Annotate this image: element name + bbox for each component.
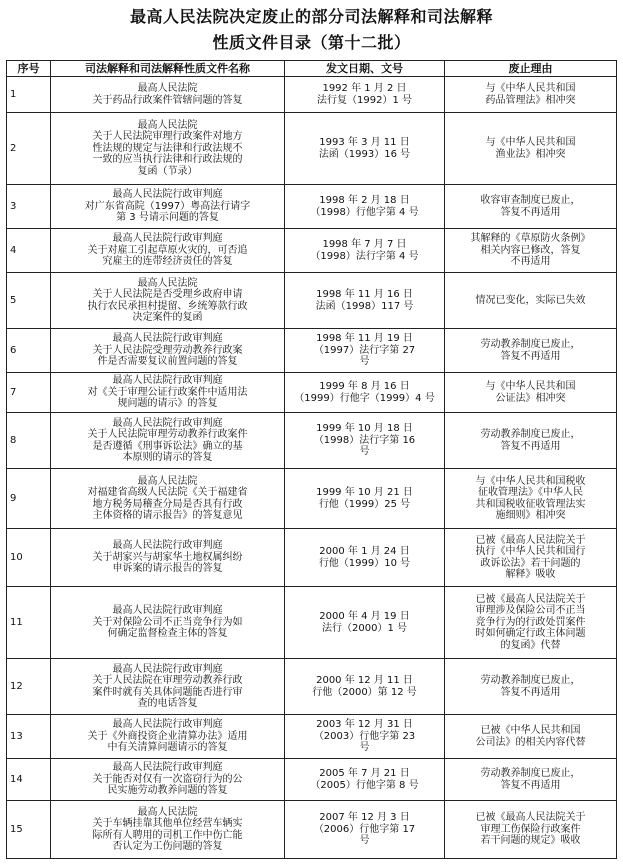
- row-repeal-reason-line: 不再适用: [510, 256, 551, 268]
- row-issue-date: [285, 759, 445, 801]
- row-repeal-reason-line: 药品管理法》相冲突: [485, 94, 576, 106]
- row-document-name-line: 第 3 号请示问题的答复: [116, 212, 219, 224]
- row-document-name-line: 最高人民法院行政审判庭: [112, 663, 223, 675]
- row-document-name-line: 最高人民法院行政审判庭: [112, 333, 223, 345]
- row-index: 2: [7, 113, 51, 185]
- row-document-name: [51, 77, 285, 113]
- row-issue-date: [285, 229, 445, 273]
- row-document-name-line: 关于人民法院在审理劳动教养行政: [92, 675, 243, 686]
- row-document-name-line: 主体资格的请示报告》的答复意见: [92, 510, 243, 521]
- row-index: 4: [7, 229, 51, 273]
- row-repeal-reason-line: 的复函》代替: [500, 639, 561, 651]
- row-document-name-line: 复函（节录）: [137, 165, 198, 177]
- row-repeal-reason-line: 答复不再适用: [500, 779, 561, 791]
- row-document-name-line: 关于人民法院是否受理乡政府申请: [92, 289, 243, 300]
- row-document-name-line: 最高人民法院行政审判庭: [112, 417, 223, 429]
- row-issue-date-line: （2005）行他字第 8 号: [310, 779, 419, 791]
- row-repeal-reason: [445, 373, 617, 413]
- row-index: 7: [7, 373, 51, 413]
- row-repeal-reason-line: 答复不再适用: [500, 686, 561, 698]
- table-row: [7, 373, 617, 413]
- row-issue-date: [285, 273, 445, 329]
- row-document-name: [51, 329, 285, 373]
- row-repeal-reason-line: 解释》吸收: [505, 569, 556, 580]
- row-document-name-line: 申诉案的请示报告的答复: [112, 563, 223, 575]
- row-issue-date-line: 1998 年 11 月 19 日: [316, 333, 413, 345]
- row-repeal-reason: [445, 113, 617, 185]
- row-repeal-reason-line: 与《中华人民共和国税收: [475, 475, 586, 487]
- row-issue-date: [285, 329, 445, 373]
- row-index: 11: [7, 587, 51, 659]
- row-issue-date: [285, 715, 445, 759]
- row-document-name-line: 规问题的请示》的答复: [117, 398, 218, 410]
- row-document-name: [51, 529, 285, 587]
- row-document-name: [51, 469, 285, 529]
- row-repeal-reason-line: 公证法》相冲突: [495, 392, 566, 404]
- row-index: 13: [7, 715, 51, 759]
- row-document-name-line: 关于人民法院受理劳动教养行政案: [92, 344, 243, 356]
- row-document-name-line: 民实施劳动教养问题的答复: [107, 785, 228, 797]
- row-issue-date: [285, 113, 445, 185]
- row-repeal-reason-line: 审理涉及保险公司不正当: [475, 605, 586, 617]
- row-repeal-reason-line: 与《中华人民共和国: [485, 381, 576, 392]
- row-issue-date-line: 行他（1999）25 号: [318, 498, 411, 510]
- row-index: 3: [7, 185, 51, 229]
- row-document-name: [51, 587, 285, 659]
- row-repeal-reason: [445, 529, 617, 587]
- row-document-name: [51, 715, 285, 759]
- row-repeal-reason: [445, 185, 617, 229]
- row-issue-date-line: 1998 年 11 月 16 日: [316, 289, 413, 300]
- table-row: [7, 329, 617, 373]
- row-issue-date: [285, 413, 445, 469]
- row-repeal-reason-line: 渔业法》相冲突: [495, 148, 566, 160]
- table-row: [7, 715, 617, 759]
- row-issue-date-line: 2005 年 7 月 21 日: [319, 768, 410, 779]
- table-row: [7, 587, 617, 659]
- row-issue-date-line: 法函（1998）117 号: [315, 300, 414, 312]
- row-document-name-line: 关于《外商投资企业清算办法》适用: [87, 730, 248, 742]
- row-repeal-reason: [445, 77, 617, 113]
- row-document-name: [51, 185, 285, 229]
- row-repeal-reason-line: 竞争行为的行政处罚案件: [475, 616, 586, 628]
- row-issue-date-line: 2000 年 12 月 11 日: [316, 675, 413, 686]
- row-issue-date-line: 号: [359, 356, 370, 368]
- row-issue-date-line: 1993 年 3 月 11 日: [319, 137, 410, 148]
- row-document-name-line: 最高人民法院: [137, 475, 198, 487]
- row-repeal-reason-line: 审理工伤保险行政案件: [480, 823, 581, 835]
- row-document-name-line: 最高人民法院行政审判庭: [112, 375, 223, 387]
- row-issue-date: [285, 185, 445, 229]
- row-repeal-reason-line: 政诉讼法》若干问题的: [480, 557, 581, 569]
- row-repeal-reason-line: 答复不再适用: [500, 206, 561, 218]
- table-row: [7, 229, 617, 273]
- row-index: 15: [7, 801, 51, 859]
- row-repeal-reason-line: 劳动教养制度已废止，: [480, 339, 581, 350]
- row-repeal-reason-line: 答复不再适用: [500, 440, 561, 452]
- table-row: [7, 113, 617, 185]
- row-repeal-reason: [445, 801, 617, 859]
- table-row: [7, 759, 617, 801]
- row-issue-date-line: （1997）法行字第 27: [313, 344, 416, 356]
- row-document-name-line: 最高人民法院行政审判庭: [112, 540, 223, 552]
- row-document-name-line: 最高人民法院行政审判庭: [112, 233, 223, 245]
- row-document-name-line: 最高人民法院: [137, 83, 198, 94]
- row-issue-date: [285, 529, 445, 587]
- row-issue-date-line: 法函（1993）16 号: [318, 148, 411, 160]
- row-repeal-reason-line: 情况已变化，实际已失效: [475, 294, 586, 306]
- row-document-name-line: 最高人民法院行政审判庭: [112, 189, 223, 201]
- row-index: 12: [7, 659, 51, 715]
- row-document-name-line: 决定案件的复函: [132, 312, 203, 323]
- row-document-name: [51, 113, 285, 185]
- row-repeal-reason-line: 收容审查制度已废止，: [480, 195, 581, 206]
- header-date: 发文日期、文号: [285, 61, 445, 77]
- row-repeal-reason-line: 已被《最高人民法院关于: [475, 593, 586, 605]
- row-repeal-reason: [445, 759, 617, 801]
- row-repeal-reason-line: 若干问题的规定》吸收: [480, 835, 581, 847]
- row-repeal-reason: [445, 715, 617, 759]
- row-document-name: [51, 373, 285, 413]
- table-row: [7, 185, 617, 229]
- row-repeal-reason: [445, 273, 617, 329]
- row-repeal-reason-line: 已被《最高人民法院关于: [475, 812, 586, 824]
- row-issue-date-line: 1992 年 1 月 2 日: [322, 83, 407, 94]
- row-repeal-reason-line: 已被《最高人民法院关于: [475, 534, 586, 546]
- row-document-name: [51, 801, 285, 859]
- row-repeal-reason-line: 与《中华人民共和国: [485, 83, 576, 94]
- table-row: [7, 413, 617, 469]
- row-document-name-line: 否认定为工伤问题的答复: [112, 841, 223, 852]
- table-header-row: [7, 61, 617, 77]
- row-issue-date: [285, 77, 445, 113]
- row-issue-date-line: 法行（2000）1 号: [322, 622, 407, 634]
- row-repeal-reason-line: 执行《中华人民共和国行: [475, 546, 586, 557]
- row-issue-date-line: 行他（2000）第 12 号: [312, 686, 417, 698]
- row-index: 9: [7, 469, 51, 529]
- row-document-name-line: 本原则的请示的答复: [122, 452, 213, 463]
- row-index: 5: [7, 273, 51, 329]
- row-document-name-line: 关于药品行政案件管辖问题的答复: [92, 94, 243, 106]
- row-issue-date-line: （2003）行他字第 23: [313, 730, 416, 742]
- header-reason: 废止理由: [445, 61, 617, 77]
- row-document-name-line: 最高人民法院: [137, 119, 198, 131]
- row-issue-date: [285, 469, 445, 529]
- row-issue-date-line: （1998）法行字第 4 号: [310, 250, 419, 262]
- table-row: [7, 801, 617, 859]
- header-index: 序号: [7, 61, 51, 77]
- row-repeal-reason-line: 劳动教养制度已废止，: [480, 675, 581, 686]
- row-index: 14: [7, 759, 51, 801]
- row-document-name: [51, 759, 285, 801]
- row-repeal-reason: [445, 329, 617, 373]
- row-repeal-reason: [445, 229, 617, 273]
- document-table: [6, 60, 617, 859]
- row-document-name-line: 一致的应当执行法律和行政法规的: [92, 154, 243, 166]
- row-repeal-reason-line: 相关内容已修改，答复: [480, 244, 581, 256]
- table-row: [7, 77, 617, 113]
- row-document-name-line: 地方税务局稽查分局是否具有行政: [92, 498, 243, 510]
- row-document-name: [51, 659, 285, 715]
- row-issue-date-line: 2000 年 1 月 24 日: [319, 546, 410, 557]
- row-document-name-line: 最高人民法院行政审判庭: [112, 719, 223, 731]
- row-document-name-line: 件是否需要复议前置问题的答复: [97, 356, 238, 368]
- row-document-name-line: 性法规的规定与法律和行政法规不: [92, 142, 243, 154]
- page-title-line1: 最高人民法院决定废止的部分司法解释和司法解释: [129, 7, 493, 26]
- row-document-name-line: 是否遵循《刑事诉讼法》确立的基: [92, 440, 243, 452]
- row-document-name: [51, 229, 285, 273]
- row-document-name-line: 关于车辆挂靠其他单位经营车辆实: [92, 818, 243, 829]
- row-document-name-line: 关于对保险公司不正当竞争行为如: [92, 616, 243, 628]
- row-issue-date-line: 2007 年 12 月 3 日: [319, 812, 410, 824]
- row-issue-date: [285, 587, 445, 659]
- row-document-name-line: 对广东省高院（1997）粤高法行请字: [84, 200, 251, 212]
- row-issue-date-line: 号: [359, 742, 370, 754]
- table-row: [7, 529, 617, 587]
- row-document-name-line: 际所有人聘用的司机工作中伤亡能: [92, 829, 243, 841]
- row-repeal-reason-line: 答复不再适用: [500, 350, 561, 362]
- row-repeal-reason-line: 已被《中华人民共和国: [480, 725, 581, 736]
- row-repeal-reason: [445, 413, 617, 469]
- row-document-name-line: 最高人民法院行政审判庭: [112, 605, 223, 617]
- row-repeal-reason-line: 公司法》的相关内容代替: [475, 736, 586, 748]
- row-issue-date-line: 2003 年 12 月 31 日: [316, 719, 413, 731]
- row-document-name-line: 最高人民法院: [137, 277, 198, 289]
- row-repeal-reason-line: 共和国税收征收管理法实: [475, 498, 586, 510]
- row-document-name-line: 最高人民法院行政审判庭: [112, 762, 223, 774]
- table-row: [7, 659, 617, 715]
- row-document-name: [51, 413, 285, 469]
- row-repeal-reason-line: 与《中华人民共和国: [485, 137, 576, 148]
- row-repeal-reason-line: 征收管理法》《中华人民: [478, 487, 583, 498]
- row-document-name-line: 关于胡家兴与胡家华土地权属纠纷: [92, 551, 243, 563]
- row-document-name-line: 关于人民法院审理劳动教养行政案件: [87, 429, 248, 440]
- row-issue-date-line: （1998）法行字第 16: [313, 434, 416, 446]
- row-repeal-reason: [445, 659, 617, 715]
- row-issue-date-line: 1999 年 8 月 16 日: [319, 381, 410, 392]
- row-index: 8: [7, 413, 51, 469]
- row-index: 10: [7, 529, 51, 587]
- row-repeal-reason-line: 劳动教养制度已废止，: [480, 429, 581, 440]
- row-repeal-reason-line: 其解释的《草原防火条例》: [470, 233, 591, 245]
- row-repeal-reason-line: 施细则》相冲突: [495, 510, 566, 521]
- row-issue-date-line: 1999 年 10 月 18 日: [316, 423, 413, 435]
- row-issue-date: [285, 659, 445, 715]
- row-issue-date-line: （1999）行他字（1999）4 号: [294, 392, 435, 404]
- row-repeal-reason-line: 时如何确定行政主体问题: [475, 628, 586, 640]
- row-issue-date-line: 法行复（1992）1 号: [317, 94, 412, 106]
- row-document-name-line: 对《关于审理公证行政案件中适用法: [87, 386, 248, 398]
- table-row: [7, 469, 617, 529]
- row-issue-date-line: 号: [359, 835, 370, 847]
- row-index: 1: [7, 77, 51, 113]
- row-document-name-line: 关于对雇工引起草原火灾的，可否追: [87, 244, 248, 256]
- row-document-name-line: 对福建省高级人民法院《关于福建省: [87, 487, 248, 498]
- row-issue-date-line: 行他（1999）10 号: [318, 557, 411, 569]
- row-issue-date-line: 号: [359, 446, 370, 458]
- row-document-name-line: 查的电话答复: [137, 698, 198, 709]
- row-issue-date-line: 2000 年 4 月 19 日: [319, 611, 410, 622]
- row-repeal-reason: [445, 469, 617, 529]
- row-repeal-reason: [445, 587, 617, 659]
- row-document-name-line: 中有关清算问题请示的答复: [107, 742, 228, 754]
- row-issue-date-line: （1998）行他字第 4 号: [310, 206, 419, 218]
- row-document-name-line: 执行农民承担村提留、乡统筹款行政: [87, 300, 248, 312]
- row-document-name-line: 关于人民法院审理行政案件对地方: [92, 131, 243, 143]
- row-issue-date: [285, 801, 445, 859]
- row-issue-date-line: 1998 年 7 月 7 日: [322, 239, 407, 250]
- table-row: [7, 273, 617, 329]
- row-index: 6: [7, 329, 51, 373]
- row-document-name-line: 究雇主的连带经济责任的答复: [102, 256, 233, 268]
- row-issue-date-line: 1999 年 10 月 21 日: [316, 487, 413, 498]
- header-name: 司法解释和司法解释性质文件名称: [51, 61, 285, 77]
- row-document-name-line: 案件时就有关具体问题能否进行审: [92, 686, 243, 698]
- row-issue-date: [285, 373, 445, 413]
- row-document-name: [51, 273, 285, 329]
- row-issue-date-line: （2006）行他字第 17: [313, 823, 416, 835]
- row-issue-date-line: 1998 年 2 月 18 日: [319, 195, 410, 206]
- row-document-name-line: 何确定监督检查主体的答复: [107, 628, 228, 640]
- row-document-name-line: 关于能否对仅有一次盗窃行为的公: [92, 773, 243, 785]
- row-repeal-reason-line: 劳动教养制度已废止，: [480, 768, 581, 779]
- page-title-line2: 性质文件目录（第十二批）: [212, 33, 411, 52]
- row-document-name-line: 最高人民法院: [137, 806, 198, 818]
